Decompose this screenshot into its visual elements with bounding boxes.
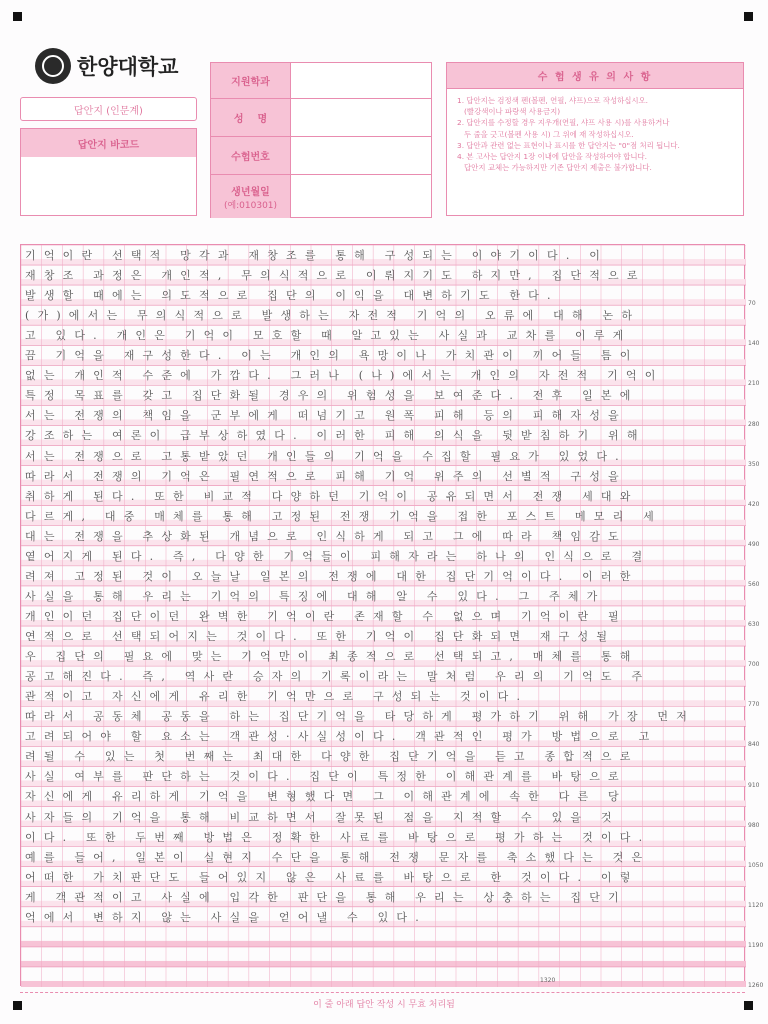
answer-line: 려될 수 있는 첫 번째는 최대한 다양한 집단기억을 듣고 종합적으로 <box>25 750 639 764</box>
answer-line: 발생할 때에는 의도적으로 집단의 이익을 대변하기도 한다. <box>25 289 559 303</box>
notice-item: 답안지 교체는 가능하지만 기존 답안지 제출은 불가합니다. <box>457 163 652 173</box>
row-number: 1050 <box>748 861 764 869</box>
answer-line: 사자들의 기억을 통해 비교하면서 잘못된 점을 지적할 수 있을 것 <box>25 810 620 824</box>
answer-line: 억에서 변하지 않는 사실을 얻어낼 수 있다. <box>25 910 427 924</box>
answer-line: 게 객관적이고 사실에 입각한 판단을 통해 우리는 상충하는 집단기 <box>25 890 627 904</box>
notice-item: 4. 본 고사는 답안지 1장 이내에 답안을 작성하여야 합니다. <box>457 152 647 162</box>
answer-sheet-type <box>20 97 197 121</box>
field-department[interactable] <box>211 63 431 99</box>
answer-line: 기억이란 선택적 망각과 재창조를 통해 구성되는 이야기이다. 이 <box>25 249 609 262</box>
notice-item: 1. 답안지는 검정색 펜(볼펜, 연필, 샤프)으로 작성하십시오. <box>457 96 649 105</box>
notice-item: 3. 답안과 관련 없는 표현이나 표시를 한 답안지는 "0"점 처리 됩니다. <box>457 140 680 150</box>
answer-line: 끔 기억을 재구성한다. 이는 개인의 욕망이나 가치관이 끼어들 틈이 <box>25 349 639 363</box>
registration-mark-top-right <box>744 12 753 21</box>
row-number: 560 <box>748 580 760 588</box>
answer-line: (가)에서는 무의식적으로 발생하는 자전적 기억의 오류에 대해 논하 <box>25 309 641 323</box>
row-number: 910 <box>748 781 760 789</box>
answer-line: 재창조 과정은 개인적, 무의식적으로 이뤄지기도 하지만, 집단적으로 <box>25 269 646 283</box>
answer-line: 따라서 공동체 공동을 하는 집단기억을 타당하게 평가하기 위해 가장 먼저 <box>25 710 696 724</box>
answer-line: 연적으로 선택되어지는 것이다. 또한 기억이 집단화되면 재구성될 <box>25 630 616 644</box>
row-number: 1120 <box>748 901 764 909</box>
notice-item: (빨강색이나 파랑색 사용금지) <box>457 107 561 117</box>
answer-line: 사실 여부를 판단하는 것이다. 집단이 특정한 이해관계를 바탕으로 <box>25 770 627 784</box>
answer-line: 옅어지게 된다. 즉, 다양한 기억들이 피해자라는 하나의 인식으로 결 <box>25 549 651 563</box>
field-birthdate-label: 생년월일 (예:010301) <box>211 175 291 218</box>
row-number-final: 1320 <box>540 977 556 984</box>
applicant-info-table <box>210 62 432 218</box>
answer-line: 예를 들어, 일본이 실현지 수단을 통해 전쟁 문자를 축소했다는 것은 <box>25 850 651 864</box>
university-logo <box>35 48 178 84</box>
answer-sheet-type-label: 답안지 (인문계) <box>74 105 143 117</box>
answer-line: 관적이고 자신에게 유리한 기억만으로 구성되는 것이다. <box>25 690 529 704</box>
answer-line: 고 있다. 개인은 기억이 모호할 때 알고있는 사실과 교차를 이루게 <box>25 329 632 343</box>
answer-line: 사실을 통해 우리는 기억의 특징에 대해 알 수 있다. 그 주체가 <box>25 589 606 603</box>
field-department-label: 지원학과 <box>211 63 291 98</box>
notice-item: 두 줄을 긋고(볼펜 사용 시) 그 위에 재 작성하십시오. <box>457 129 634 139</box>
barcode-header: 답안지 바코드 <box>21 129 196 157</box>
answer-line: 개인이던 집단이던 완벽한 기억이란 존재할 수 없으며 기억이란 필 <box>25 609 627 623</box>
barcode-box <box>20 128 197 216</box>
notice-item: 2. 답안지를 수정할 경우 지우개(연필, 샤프 사용 시)를 사용하거나 <box>457 118 670 128</box>
answer-line: 려져 고정된 것이 오늘날 일본의 전쟁에 대한 집단기억이다. 이러한 <box>25 569 639 583</box>
row-number: 70 <box>748 300 756 308</box>
answer-line: 서는 전쟁으로 고통받았던 개인들의 기억을 수집할 필요가 있었다. <box>25 449 627 463</box>
row-number: 1260 <box>748 982 764 990</box>
notice-list <box>447 95 743 173</box>
answer-line: 특정 목표를 갖고 집단화될 경우의 위험성을 보여준다. 전후 일본에 <box>25 389 639 403</box>
answer-line: 이다. 또한 두번째 방법은 정확한 사료를 바탕으로 평가하는 것이다. <box>25 830 651 844</box>
row-number: 770 <box>748 701 760 709</box>
notice-title: 수 험 생 유 의 사 항 <box>447 63 743 89</box>
exam-notice-box <box>446 62 744 216</box>
university-seal-icon <box>35 48 71 84</box>
answer-line: 공고해진다. 즉, 역사란 승자의 기록이라는 말처럼 우리의 기억도 주 <box>25 670 651 684</box>
row-number: 490 <box>748 540 760 548</box>
field-exam-number[interactable] <box>211 137 431 175</box>
field-name[interactable] <box>211 99 431 137</box>
row-number: 210 <box>748 380 760 388</box>
answer-line: 고려되어야 할 요소는 객관성·사실성이다. 객관적인 평가 방법으로 고 <box>25 730 658 744</box>
answer-line: 없는 개인적 수준에 가깝다. 그러나 (나)에서는 개인의 자전적 기억이 <box>25 369 664 383</box>
cutoff-line <box>20 992 745 993</box>
registration-mark-top-left <box>13 12 22 21</box>
answer-line: 다르게, 대중 매체를 통해 고정된 전쟁 기억을 접한 포스트 메모리 세 <box>25 509 662 523</box>
answer-line: 강조하는 여론이 급부상하였다. 이러한 피해 의식을 뒷받침하기 위해 <box>25 429 646 443</box>
row-number: 350 <box>748 460 760 468</box>
row-number: 980 <box>748 821 760 829</box>
field-birthdate[interactable] <box>211 175 431 218</box>
row-number: 840 <box>748 741 760 749</box>
row-number: 700 <box>748 661 760 669</box>
answer-grid[interactable] <box>20 244 745 986</box>
row-number: 280 <box>748 420 760 428</box>
row-number: 420 <box>748 500 760 508</box>
footer-warning: 이 줄 아래 답안 작성 시 무효 처리됨 <box>313 1000 455 1010</box>
answer-line: 서는 전쟁의 책임을 군부에게 떠넘기고 원폭 피해 등의 피해자성을 <box>25 409 627 423</box>
field-name-label: 성 명 <box>211 99 291 136</box>
field-exam-number-label: 수험번호 <box>211 137 291 174</box>
answer-line: 어떠한 가치판단도 들어있지 않은 사료를 바탕으로 한 것이다. 이렇 <box>25 870 639 884</box>
row-number: 1190 <box>748 941 764 949</box>
answer-line: 취하게 된다. 또한 비교적 다양하던 기억이 공유되면서 전쟁 세대와 <box>25 489 639 503</box>
answer-line: 우 집단의 필요에 맞는 기억만이 최종적으로 선택되고, 매체를 통해 <box>25 650 639 664</box>
row-number: 630 <box>748 621 760 629</box>
answer-line: 대는 전쟁을 추상화된 개념으로 인식하게 되고 그에 따라 책임감도 <box>25 529 627 543</box>
university-name: 한양대학교 <box>77 55 179 79</box>
row-number: 140 <box>748 340 760 348</box>
answer-line: 따라서 전쟁의 기억은 필연적으로 피해 기억 위주의 선별적 구성을 <box>25 469 627 483</box>
answer-line: 자신에게 유리하게 기억을 변형했다면 그 이해관계에 속한 다른 당 <box>25 790 627 804</box>
